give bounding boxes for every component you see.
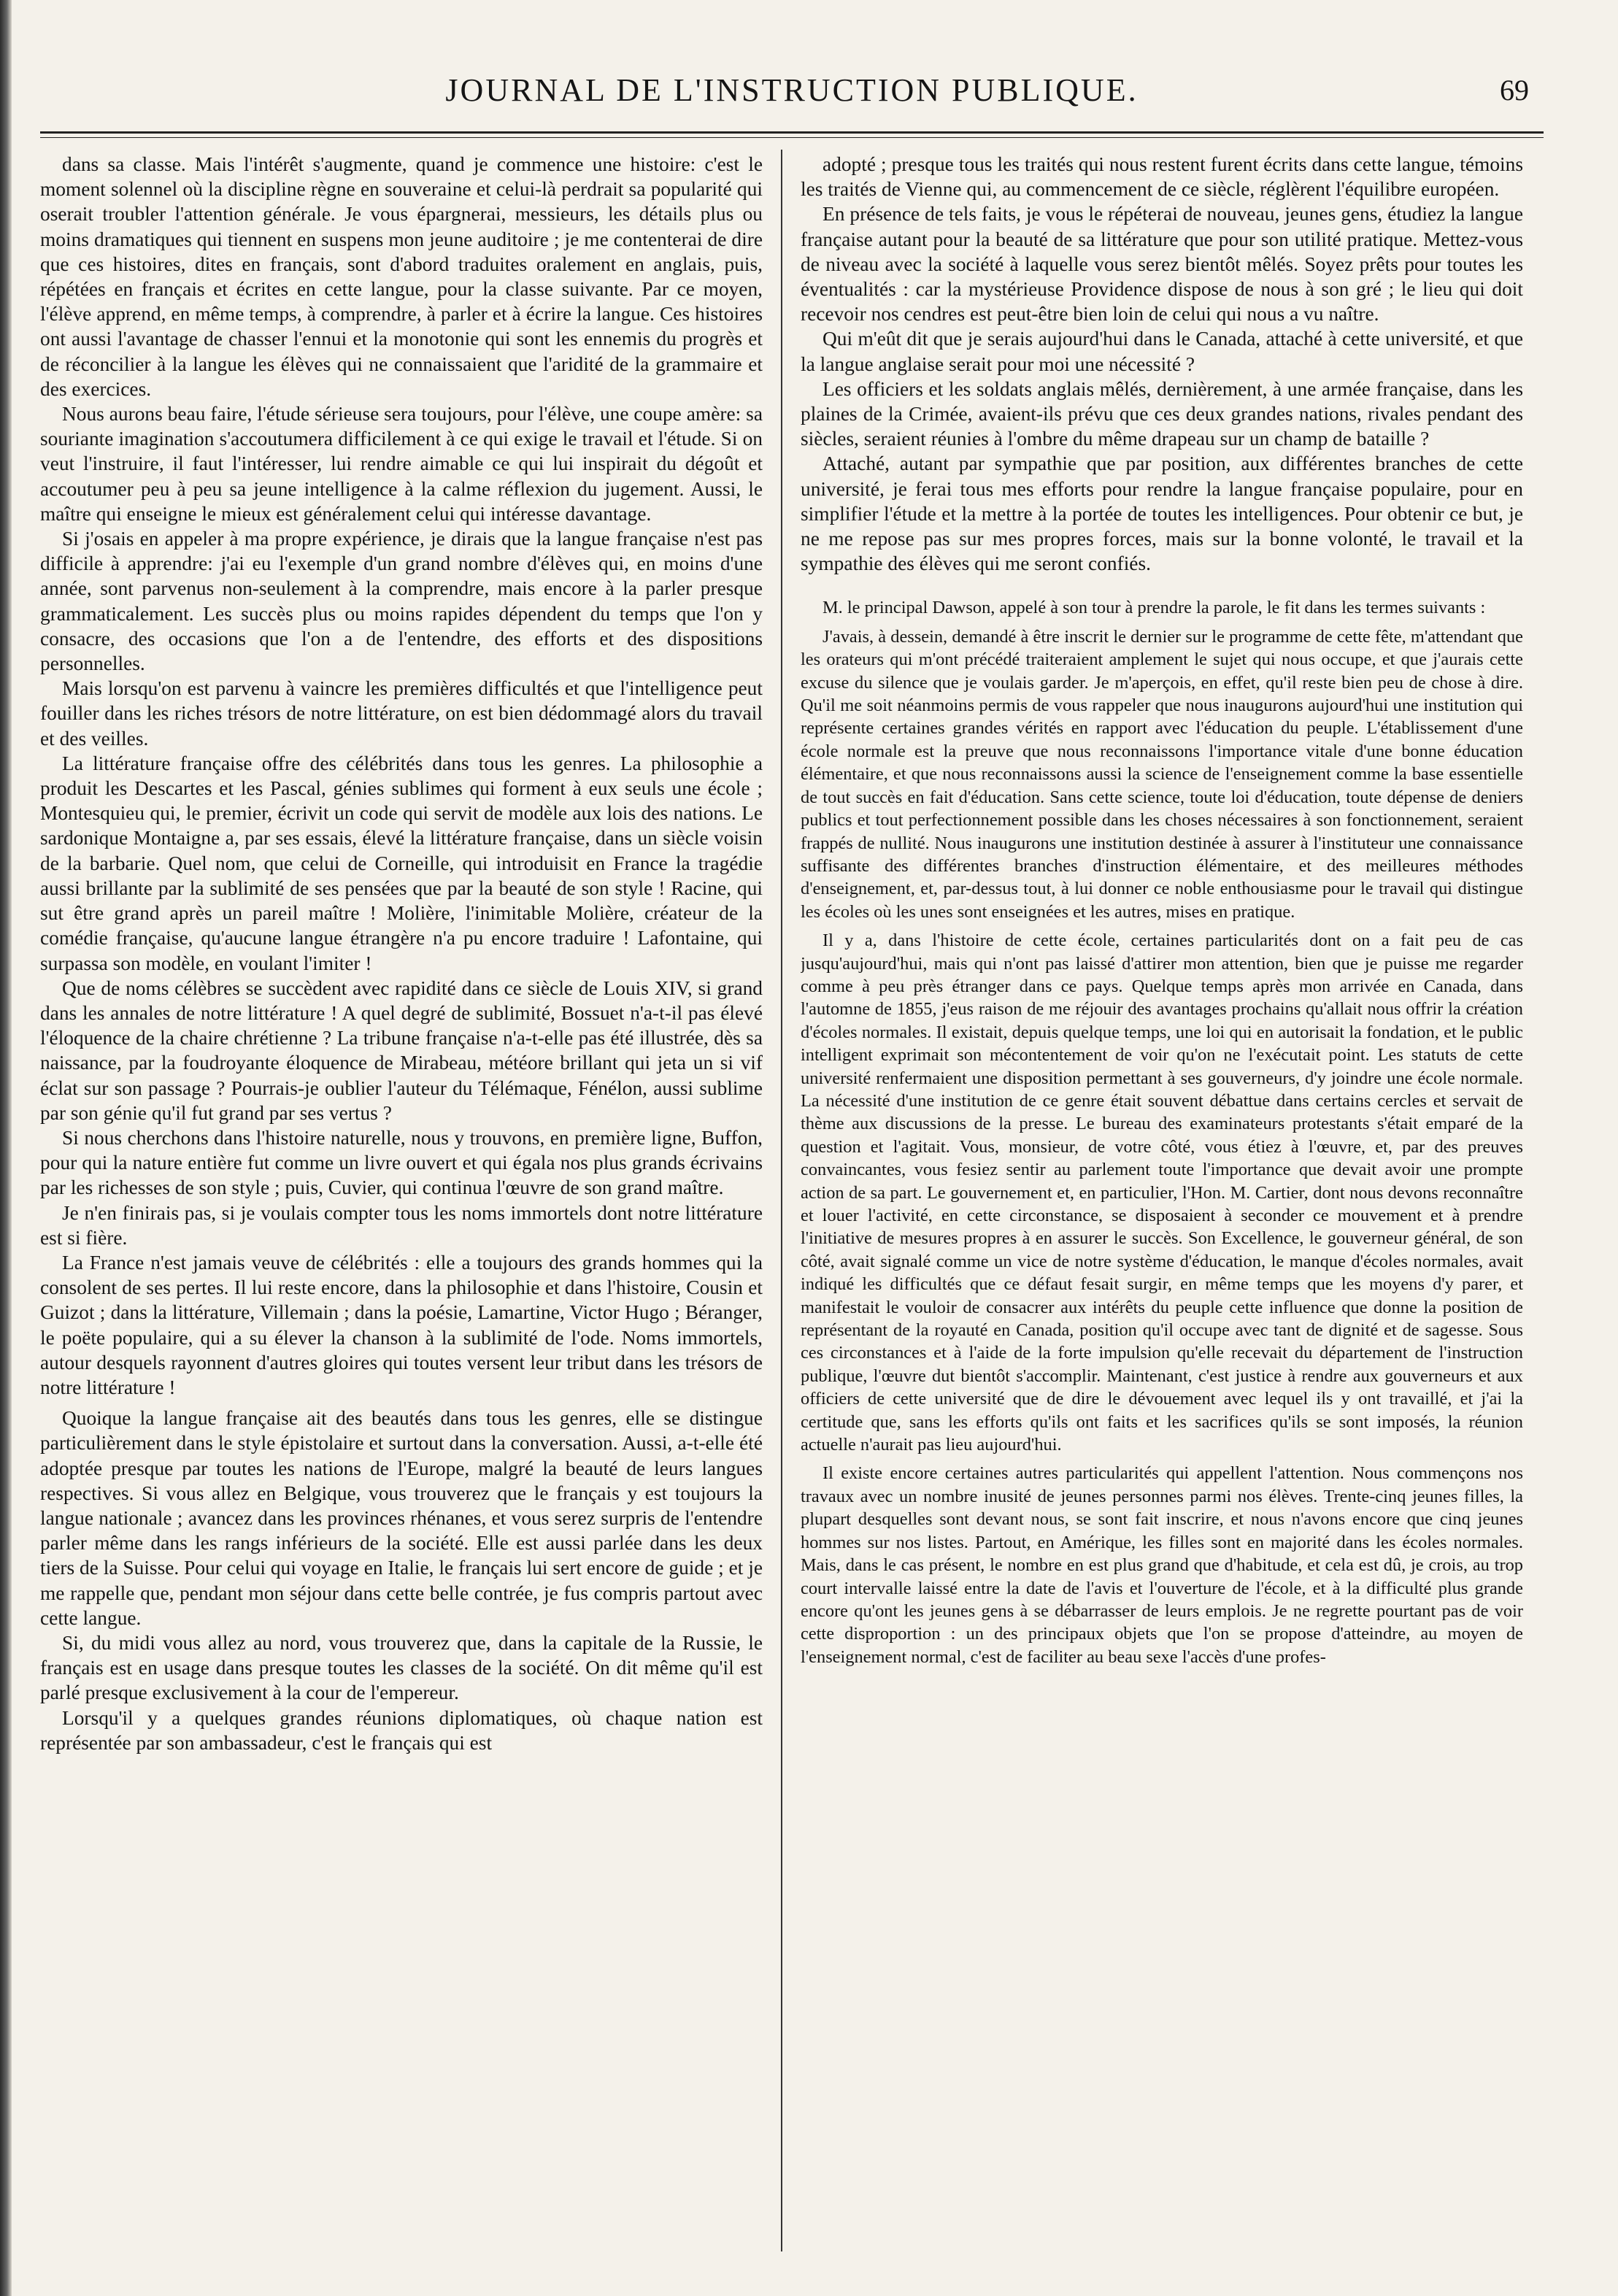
paragraph: La littérature française offre des célébrités dans tous les genres. La philosophie a produit les Descartes et les Pascal, génies sublimes qui forment à eux seuls une école ; Montesquieu qui, le premier, écrivit un code qui servit de modèle aux lois des nations. Le sardonique Montaigne a, par ses essais, élevé la littérature française, dans un siècle voisin de la barbarie. Quel nom, que celui de Corneille, qui introduisit en France la tragédie aussi brillante par la sublimité de ses pensées que par la beauté de son style ! Racine, qui sut être grand après un pareil maître ! Molière, l'inimitable Molière, créateur de la comédie française, qu'aucune langue étrangère n'a pu encore traduire ! Lafontaine, qui surpassa son modèle, en voulant l'imiter !: [40, 752, 763, 974]
page-header: [40, 72, 1544, 115]
left-column: [40, 152, 763, 2261]
header-rule-thin: [40, 137, 1544, 138]
column-divider: [781, 150, 782, 2251]
running-title: JOURNAL DE L'INSTRUCTION PUBLIQUE.: [445, 72, 1139, 108]
paragraph: La France n'est jamais veuve de célébrités : elle a toujours des grands hommes qui la consolent de ses pertes. Il lui reste encore, dans la philosophie et dans l'histoire, Cousin et Guizot ; dans la littérature, Villemain ; dans la poésie, Lamartine, Victor Hugo ; Béranger, le poëte populaire, qui a su élever la chanson à la sublimité de l'ode. Noms immortels, autour desquels rayonnent d'autres gloires qui toutes versent leur tribut dans les trésors de notre littérature !: [40, 1251, 763, 1398]
paragraph: Les officiers et les soldats anglais mêlés, dernièrement, à une armée française, dans les plaines de la Crimée, avaient-ils prévu que ces deux grandes nations, rivales pendant des siècles, seraient réunies à l'ombre du même drapeau sur un champ de bataille ?: [801, 377, 1523, 450]
page-number: 69: [1500, 74, 1529, 107]
right-column: [801, 152, 1523, 2261]
paragraph: Quoique la langue française ait des beautés dans tous les genres, elle se distingue particulièrement dans le style épistolaire et surtout dans la conversation. Aussi, a-t-elle été adoptée presque par toutes les nations de l'Europe, malgré la beauté de leurs langues respectives. Si vous allez en Belgique, vous trouverez que le français y est toujours la langue nationale ; avancez dans les provinces rhénanes, et vous serez surpris de l'entendre parler même dans les rangs inférieurs de la société. Elle est aussi parlée dans les deux tiers de la Suisse. Pour celui qui voyage en Italie, le français lui sert encore de guide ; et je me rappelle que, pendant mon séjour dans cette belle contrée, je fus compris partout avec cette langue.: [40, 1407, 763, 1629]
paragraph: J'avais, à dessein, demandé à être inscrit le dernier sur le programme de cette fête, m'attendant que les orateurs qui m'ont précédé traiteraient amplement le sujet qui nous occupe, et que j'aurais cette excuse du silence que je voulais garder. Je m'aperçois, en effet, qu'il reste bien peu de chose à dire. Qu'il me soit néanmoins permis de vous rappeler que nous inaugurons aujourd'hui une institution qui représente certaines grandes vérités en rapport avec l'éducation du peuple. L'établissement d'une école normale est la preuve que nous reconnaissons l'importance vitale d'une bonne éducation élémentaire, et que nous reconnaissons aussi la science de l'enseignement comme la base essentielle de tout succès en fait d'éducation. Sans cette science, toute loi d'éducation, toute dépense de deniers publics et tout perfectionnement possible dans les choses nécessaires à son fonctionnement, seraient frappés de nullité. Nous inaugurons une institution destinée à assurer à l'instituteur une connaissance suffisante des différentes branches d'instruction élémentaire, et des meilleures méthodes d'enseignement, et, par-dessus tout, à lui donner ce noble enthousiasme pour le travail qui distingue les écoles où les unes sont enseignées et les autres, mises en pratique.: [801, 626, 1523, 922]
paragraph: dans sa classe. Mais l'intérêt s'augmente, quand je commence une histoire: c'est le moment solennel où la discipline règne en souveraine et celui-là perdrait sa popularité qui oserait troubler l'attention générale. Je vous épargnerai, messieurs, les détails plus ou moins dramatiques qui tiennent en suspens mon jeune auditoire ; je me contenterai de dire que ces histoires, dites en français, sont d'abord traduites oralement en anglais, puis, répétées en français et écrites en cette langue, pour la classe suivante. Par ce moyen, l'élève apprend, en même temps, à comprendre, à parler et à écrire la langue. Ces histoires ont aussi l'avantage de chasser l'ennui et la monotonie qui sont les ennemis du progrès et de réconcilier à la langue les élèves qui ne connaissaient que l'aridité de la grammaire et des exercices.: [40, 153, 763, 400]
header-rule-thick: [40, 131, 1544, 134]
paragraph: Je n'en finirais pas, si je voulais compter tous les noms immortels dont notre littérature est si fière.: [40, 1201, 763, 1249]
paragraph: Nous aurons beau faire, l'étude sérieuse sera toujours, pour l'élève, une coupe amère: sa souriante imagination s'accoutumera difficilement à ce qui exige le travail et l'étude. Si on veut l'instruire, il faut l'intéresser, lui rendre aimable ce qui lui inspirait du dégoût et accoutumer peu à peu sa jeune intelligence à la calme réflexion du jugement. Aussi, le maître qui enseigne le mieux est généralement celui qui intéresse davantage.: [40, 403, 763, 525]
speech-introduction: M. le principal Dawson, appelé à son tour à prendre la parole, le fit dans les termes suivants :: [823, 598, 1486, 618]
paragraph: Attaché, autant par sympathie que par position, aux différentes branches de cette université, je ferai tous mes efforts pour rendre la langue française populaire, pour en simplifier l'étude et la mettre à la portée de toutes les intelligences. Pour obtenir ce but, je ne me repose pas sur mes propres forces, mais sur la bonne volonté, le travail et la sympathie des élèves qui me seront confiés.: [801, 452, 1523, 575]
paragraph: Si, du midi vous allez au nord, vous trouverez que, dans la capitale de la Russie, le français est en usage dans presque toutes les classes de la société. On dit même qu'il est parlé presque exclusivement à la cour de l'empereur.: [40, 1631, 763, 1704]
paragraph: Il existe encore certaines autres particularités qui appellent l'attention. Nous commençons nos travaux avec un nombre inusité de jeunes personnes parmi nos élèves. Trente-cinq jeunes filles, la plupart desquelles sont devant nous, se sont fait inscrire, et nous n'avons encore que cinq jeunes hommes sur nos listes. Partout, en Amérique, les filles sont en majorité dans les écoles normales. Mais, dans le cas présent, le nombre en est plus grand que d'habitude, et cela est dû, je crois, au trop court intervalle laissé entre la date de l'avis et l'ouverture de l'école, et à la difficulté plus grande encore qu'ont les jeunes gens à se débarrasser de leurs emplois. Je ne regrette pourtant pas de voir cette disproportion : un des principaux objets que l'on se propose d'atteindre, au moyen de l'enseignement normal, c'est de faciliter au beau sexe l'accès d'une profes-: [801, 1463, 1523, 1667]
book-binding-edge: [0, 0, 12, 2296]
paragraph: En présence de tels faits, je vous le répéterai de nouveau, jeunes gens, étudiez la langue française autant pour la beauté de sa littérature que pour son utilité pratique. Mettez-vous de niveau avec la société à laquelle vous serez bientôt mêlés. Soyez prêts pour toutes les éventualités : car la mystérieuse Providence dispose de nous à son gré ; le lieu qui doit recevoir nos cendres est peut-être bien loin de celui qui nous a vu naître.: [801, 203, 1523, 325]
paragraph: Mais lorsqu'on est parvenu à vaincre les premières difficultés et que l'intelligence peut fouiller dans les riches trésors de notre littérature, on est bien dédommagé alors du travail et des veilles.: [40, 677, 763, 750]
paragraph: Si nous cherchons dans l'histoire naturelle, nous y trouvons, en première ligne, Buffon, pour qui la nature entière fut comme un livre ouvert et qui égala nos plus grands écrivains par les richesses de son style ; puis, Cuvier, qui continua l'œuvre de son grand maître.: [40, 1126, 763, 1199]
paragraph: Il y a, dans l'histoire de cette école, certaines particularités dont on a fait peu de cas jusqu'aujourd'hui, mais qui n'ont pas laissé d'attirer mon attention, bien que je puisse me regarder comme à peu près étranger dans ce pays. Quelque temps après mon arrivée en Canada, dans l'automne de 1855, j'eus raison de me réjouir des avantages prochains qu'allait nous offrir la création d'écoles normales. Il existait, depuis quelque temps, une loi qui en autorisait la fondation, et le public intelligent exprimait son mécontentement de voir qu'on ne l'exécutait point. Les statuts de cette université renfermaient une disposition permettant à ses gouverneurs, d'y joindre une école normale. La nécessité d'une institution de ce genre était souvent débattue dans certains cercles et servait de thème aux discussions de la presse. Le bureau des examinateurs protestants s'était emparé de la question et l'agitait. Vous, monsieur, de votre côté, vous étiez à l'œuvre, et, par des preuves convaincantes, vous fesiez sentir au parlement toute l'importance que devait avoir une prompte action de sa part. Le gouvernement et, en particulier, l'Hon. M. Cartier, dont nous devons reconnaître et louer l'activité, en cette circonstance, se disposaient à seconder ce mouvement et à prendre l'initiative de mesures propres à en assurer le succès. Son Excellence, le gouverneur général, de son côté, avait signalé comme un vice de notre système d'éducation, le manque d'écoles normales, avait indiqué les difficultés que ce défaut fesait surgir, en même temps que les moyens d'y parer, et manifestait le vouloir de consacrer aux intérêts du peuple cette influence que donne la position de représentant de la royauté en Canada, position qu'il occupe avec tant de dignité et de sagesse. Sous ces circonstances et à l'aide de la forte impulsion qu'elle recevait du département de l'instruction publique, l'œuvre dut bientôt s'accomplir. Maintenant, c'est justice à rendre aux gouverneurs et aux officiers de cette université que de dire le dévouement avec lequel ils y ont travaillé, et j'ai la certitude que, sans les efforts qu'ils ont faits et les sacrifices qu'ils se sont imposés, la réunion actuelle n'aurait pas lieu aujourd'hui.: [801, 931, 1523, 1455]
paragraph: Si j'osais en appeler à ma propre expérience, je dirais que la langue française n'est pas difficile à apprendre: j'ai eu l'exemple d'un grand nombre d'élèves qui, en moins d'une année, sont parvenus non-seulement à la comprendre, mais encore à la parler presque grammaticalement. Les succès plus ou moins rapides dépendent du temps que l'on y consacre, des occasions que l'on a de l'entendre, des efforts et des dispositions personnelles.: [40, 528, 763, 675]
paragraph: Que de noms célèbres se succèdent avec rapidité dans ce siècle de Louis XIV, si grand dans les annales de notre littérature ! A quel degré de sublimité, Bossuet n'a-t-il pas élevé l'éloquence de la chaire chrétienne ? La tribune française n'a-t-elle pas été illustrée, dès sa naissance, par la foudroyante éloquence de Mirabeau, météore brillant qui jeta un si vif éclat sur son passage ? Pourrais-je oublier l'auteur du Télémaque, Fénélon, aussi sublime par son génie qu'il fut grand par ses vertus ?: [40, 976, 763, 1124]
journal-page: [40, 0, 1544, 2296]
paragraph: Lorsqu'il y a quelques grandes réunions diplomatiques, où chaque nation est représentée par son ambassadeur, c'est le français qui est: [40, 1706, 763, 1754]
paragraph: Qui m'eût dit que je serais aujourd'hui dans le Canada, attaché à cette université, et que la langue anglaise serait pour moi une nécessité ?: [801, 328, 1523, 375]
paragraph: adopté ; presque tous les traités qui nous restent furent écrits dans cette langue, témoins les traités de Vienne qui, au commencement de ce siècle, réglèrent l'équilibre européen.: [801, 153, 1523, 201]
